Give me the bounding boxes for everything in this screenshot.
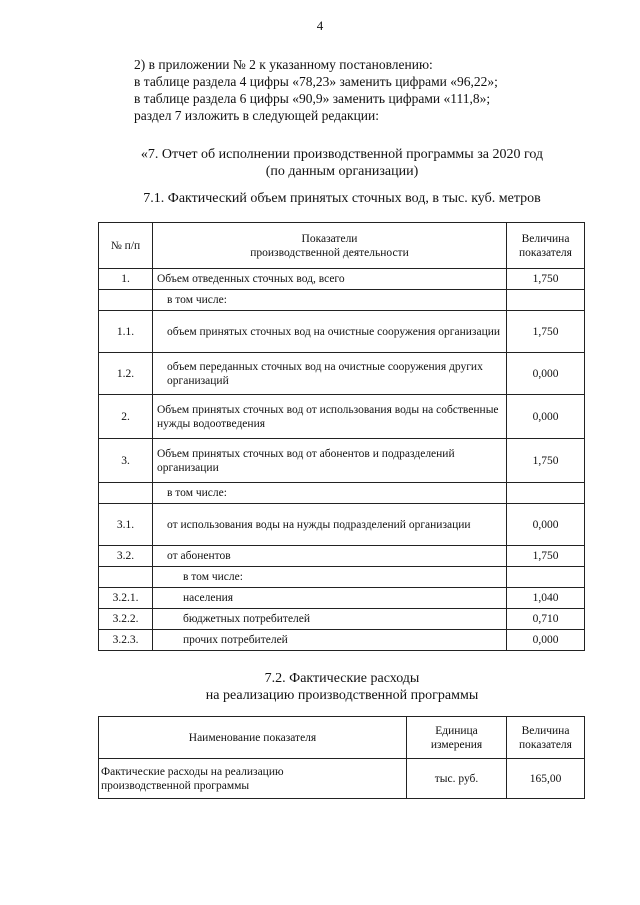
header-value-line1: Величина xyxy=(521,724,570,737)
row-text: Объем принятых сточных вод от абонентов и подразделений организации xyxy=(153,439,507,483)
intro-line: в таблице раздела 4 цифры «78,23» заменить цифрами «96,22»; xyxy=(134,74,498,89)
row-name xyxy=(99,759,407,799)
header-unit-line2: измерения xyxy=(430,738,483,751)
row-text: населения xyxy=(153,588,507,609)
section-7-title-line1: «7. Отчет об исполнении производственной программы за 2020 год xyxy=(140,147,544,162)
table-row xyxy=(99,439,585,483)
row-value: 0,000 xyxy=(507,395,585,439)
intro-line: раздел 7 изложить в следующей редакции: xyxy=(134,108,380,123)
section-7-2-title-line2: на реализацию производственной программы xyxy=(205,688,479,703)
section-7-title-line2: (по данным организации) xyxy=(265,164,419,179)
row-value: 165,00 xyxy=(507,759,585,799)
header-unit xyxy=(407,717,507,759)
row-name-line1: Фактические расходы на реализацию xyxy=(101,765,284,778)
row-num: 1. xyxy=(99,269,153,290)
row-value: 0,710 xyxy=(507,609,585,630)
intro-text xyxy=(134,56,498,124)
row-text: объем принятых сточных вод на очистные сооружения организации xyxy=(153,311,507,353)
row-num: 3.2.1. xyxy=(99,588,153,609)
row-name-line2: производственной программы xyxy=(101,779,250,792)
row-text: Объем принятых сточных вод от использования воды на собственные нужды водоотведения xyxy=(153,395,507,439)
row-num: 3. xyxy=(99,439,153,483)
row-text: бюджетных потребителей xyxy=(153,609,507,630)
row-num: 1.1. xyxy=(99,311,153,353)
header-unit-line1: Единица xyxy=(435,724,478,737)
row-text: в том числе: xyxy=(153,567,507,588)
header-value xyxy=(507,223,585,269)
table-row xyxy=(99,588,585,609)
header-value-line2: показателя xyxy=(519,738,572,751)
table-row xyxy=(99,759,585,799)
row-text: от использования воды на нужды подразделений организации xyxy=(153,504,507,546)
row-num xyxy=(99,290,153,311)
row-value xyxy=(507,483,585,504)
row-value: 0,000 xyxy=(507,504,585,546)
table-row xyxy=(99,546,585,567)
table-row xyxy=(99,630,585,651)
section-7-2-title xyxy=(22,670,640,704)
row-text: в том числе: xyxy=(153,290,507,311)
intro-line: в таблице раздела 6 цифры «90,9» заменить цифрами «111,8»; xyxy=(134,91,491,106)
row-value: 0,000 xyxy=(507,353,585,395)
header-value xyxy=(507,717,585,759)
wastewater-volume-table xyxy=(98,222,585,651)
header-num: № п/п xyxy=(99,223,153,269)
header-indicators-line1: Показатели xyxy=(301,232,358,245)
row-num xyxy=(99,483,153,504)
table-row xyxy=(99,353,585,395)
table-row xyxy=(99,269,585,290)
row-num: 3.2.3. xyxy=(99,630,153,651)
table-row xyxy=(99,483,585,504)
row-num: 1.2. xyxy=(99,353,153,395)
row-value: 1,750 xyxy=(507,269,585,290)
row-num: 3.2.2. xyxy=(99,609,153,630)
row-value: 1,040 xyxy=(507,588,585,609)
row-text: в том числе: xyxy=(153,483,507,504)
header-name: Наименование показателя xyxy=(99,717,407,759)
row-num: 3.2. xyxy=(99,546,153,567)
row-value: 1,750 xyxy=(507,546,585,567)
header-value-line1: Величина xyxy=(521,232,570,245)
row-num: 2. xyxy=(99,395,153,439)
row-text: Объем отведенных сточных вод, всего xyxy=(153,269,507,290)
table-row xyxy=(99,290,585,311)
page-number: 4 xyxy=(316,18,324,33)
row-value: 1,750 xyxy=(507,311,585,353)
table-row xyxy=(99,311,585,353)
row-num: 3.1. xyxy=(99,504,153,546)
row-text: от абонентов xyxy=(153,546,507,567)
section-7-1-title: 7.1. Фактический объем принятых сточных вод, в тыс. куб. метров xyxy=(143,191,541,206)
header-indicators xyxy=(153,223,507,269)
row-value: 1,750 xyxy=(507,439,585,483)
row-value xyxy=(507,567,585,588)
expenses-table xyxy=(98,716,585,799)
intro-line: 2) в приложении № 2 к указанному постановлению: xyxy=(134,57,433,72)
row-value xyxy=(507,290,585,311)
section-7-title xyxy=(22,146,640,180)
row-text: объем переданных сточных вод на очистные сооружения других организаций xyxy=(153,353,507,395)
table-row xyxy=(99,504,585,546)
row-text: прочих потребителей xyxy=(153,630,507,651)
table-row xyxy=(99,609,585,630)
row-value: 0,000 xyxy=(507,630,585,651)
row-num xyxy=(99,567,153,588)
section-7-2-title-line1: 7.2. Фактические расходы xyxy=(264,671,420,686)
table-row xyxy=(99,567,585,588)
header-indicators-line2: производственной деятельности xyxy=(250,246,409,259)
row-unit: тыс. руб. xyxy=(407,759,507,799)
header-value-line2: показателя xyxy=(519,246,572,259)
table-row xyxy=(99,395,585,439)
